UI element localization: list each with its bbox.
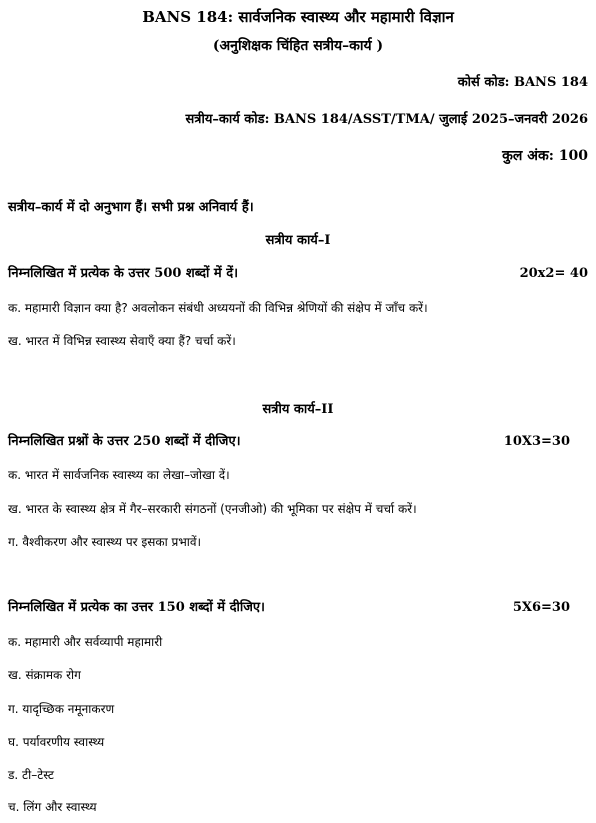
short-note-e: ड. टी–टेस्ट [8, 768, 54, 782]
section-1-instruction: निम्नलिखित में प्रत्येक के उत्तर 500 शब्दों में दें। [8, 266, 239, 281]
short-note-d: घ. पर्यावरणीय स्वास्थ्य [8, 735, 105, 749]
short-note-c: ग. यादृच्छिक नमूनाकरण [8, 702, 115, 716]
total-marks: कुल अंक: 100 [502, 148, 588, 164]
section-2-question-c: ग. वैश्वीकरण और स्वास्थ्य पर इसका प्रभावें। [8, 535, 202, 549]
assignment-code: सत्रीय–कार्य कोड: BANS 184/ASST/TMA/ जुलाई 2025–जनवरी 2026 [185, 112, 588, 127]
section-1-question-a: क. महामारी विज्ञान क्या है? अवलोकन संबंधी अध्ययनों की विभिन्न श्रेणियों की संक्षेप में जाँच करें। [8, 301, 428, 315]
section-2-question-b: ख. भारत के स्वास्थ्य क्षेत्र में गैर–सरकारी संगठनों (एनजीओ) की भूमिका पर संक्षेप में चर्चा करें। [8, 502, 417, 516]
document-title: BANS 184: सार्वजनिक स्वास्थ्य और महामारी विज्ञान [142, 8, 454, 26]
section-2-part-1-marks: 10X3=30 [503, 434, 570, 449]
section-1-title: सत्रीय कार्य–I [265, 233, 331, 248]
section-2-part-2-instruction: निम्नलिखित में प्रत्येक का उत्तर 150 शब्दों में दीजिए। [8, 600, 265, 615]
section-2-part-2-marks: 5X6=30 [512, 600, 570, 615]
section-2-part-1-instruction: निम्नलिखित प्रश्नों के उत्तर 250 शब्दों में दीजिए। [8, 434, 241, 449]
course-code: कोर्स कोड: BANS 184 [457, 75, 588, 90]
section-2-question-a: क. भारत में सार्वजनिक स्वास्थ्य का लेखा–जोखा दें। [8, 468, 230, 482]
section-1-marks: 20x2= 40 [519, 266, 588, 281]
short-note-b: ख. संक्रामक रोग [8, 668, 81, 682]
section-2-title: सत्रीय कार्य–II [262, 402, 334, 417]
document-subtitle: (अनुशिक्षक चिंहित सत्रीय–कार्य ) [212, 38, 384, 54]
short-note-a: क. महामारी और सर्वव्यापी महामारी [8, 635, 163, 649]
short-note-f: च. लिंग और स्वास्थ्य [8, 800, 97, 814]
intro-text: सत्रीय–कार्य में दो अनुभाग हैं। सभी प्रश्न अनिवार्य हैं। [8, 200, 254, 215]
section-1-question-b: ख. भारत में विभिन्न स्वास्थ्य सेवाएँ क्या हैं? चर्चा करें। [8, 334, 236, 348]
